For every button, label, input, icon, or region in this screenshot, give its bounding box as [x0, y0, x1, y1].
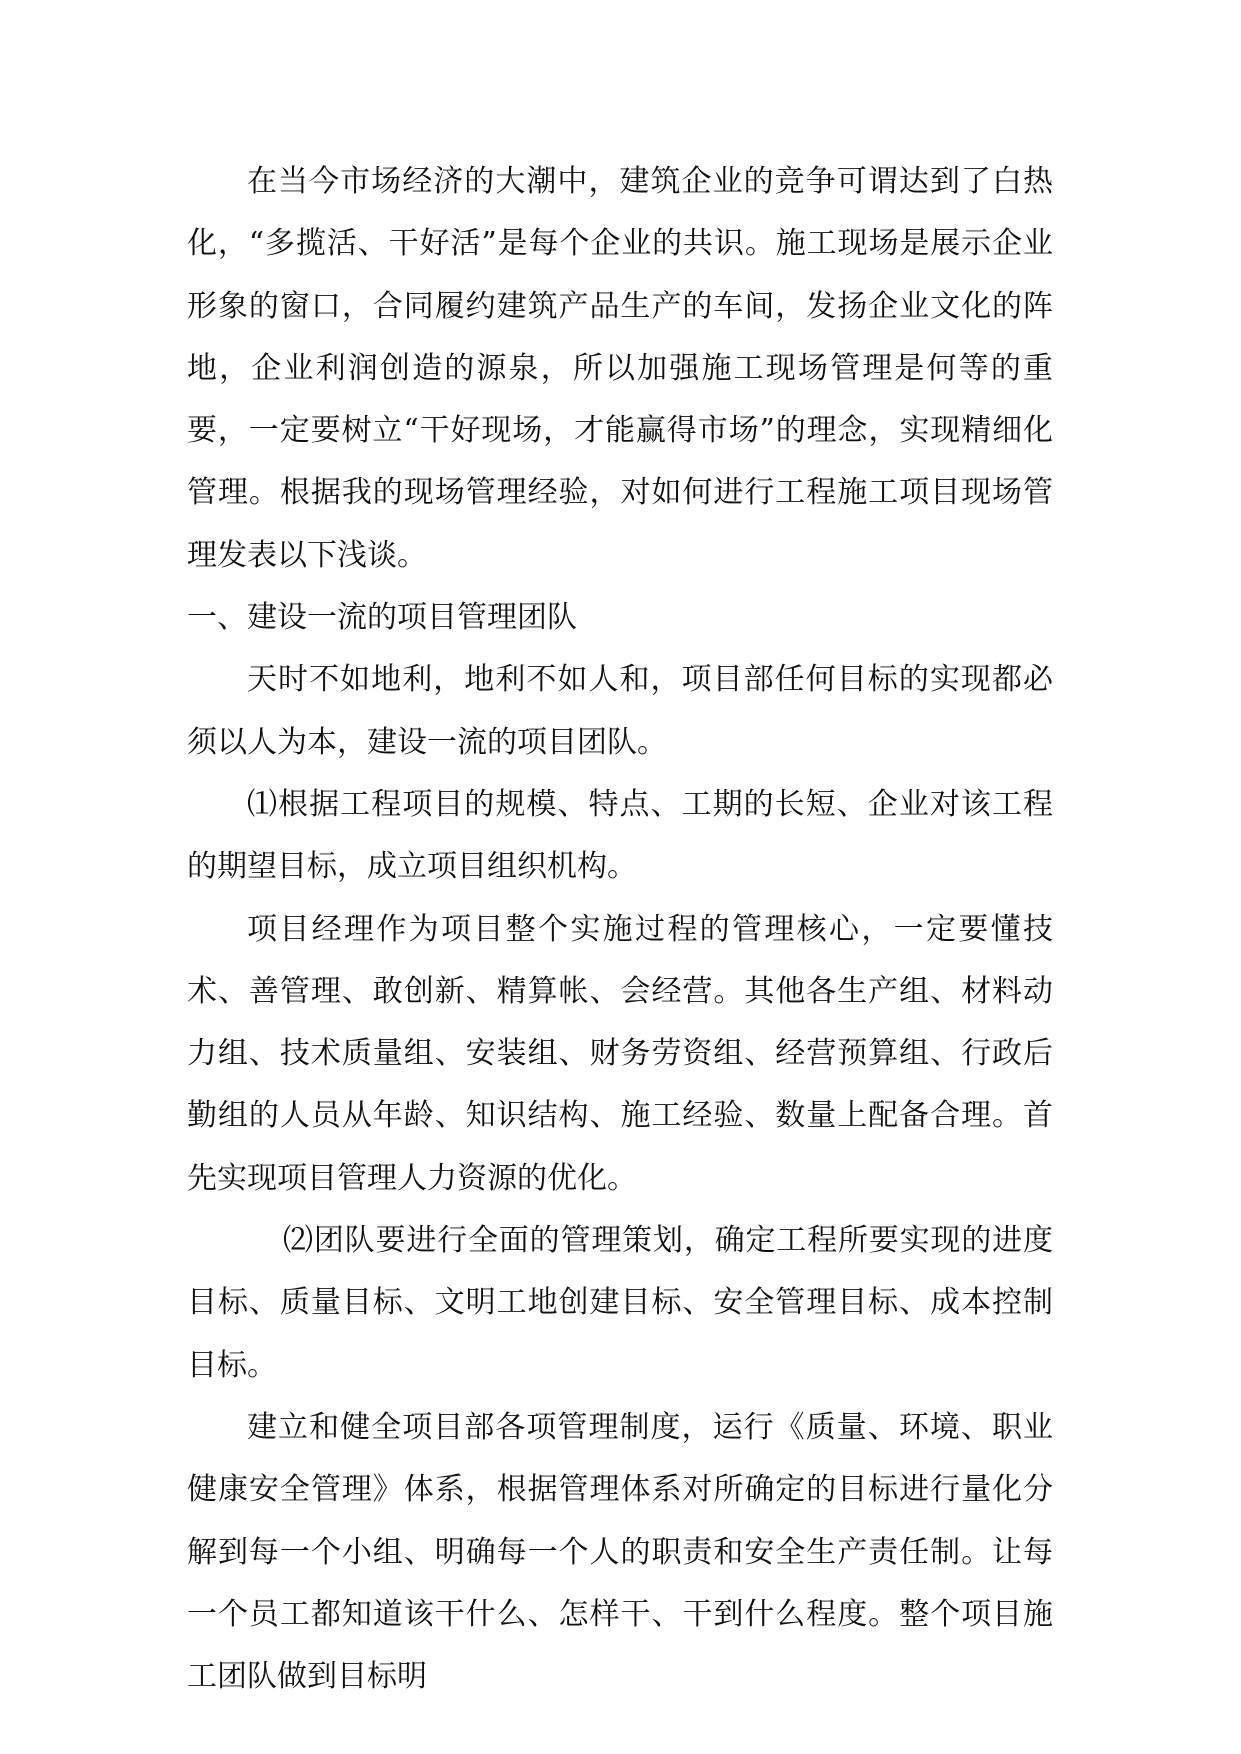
document-body [187, 151, 1053, 1708]
manager-paragraph: 项目经理作为项目整个实施过程的管理核心，一定要懂技术、善管理、敢创新、精算帐、会经营。其他各生产组、材料动力组、技术质量组、安装组、财务劳资组、经营预算组、行政后勤组的人员从年龄、知识结构、施工经验、数量上配备合理。首先实现项目管理人力资源的优化。 [187, 911, 1053, 1196]
intro-paragraph: 在当今市场经济的大潮中，建筑企业的竞争可谓达到了白热化，“多揽活、干好活”是每个企业的共识。施工现场是展示企业形象的窗口，合同履约建筑产品生产的车间，发扬企业文化的阵地，企业利润创造的源泉，所以加强施工现场管理是何等的重要，一定要树立“干好现场，才能赢得市场”的理念，实现精细化管理。根据我的现场管理经验，对如何进行工程施工项目现场管理发表以下浅谈。 [187, 164, 1053, 573]
item-2-paragraph: ⑵团队要进行全面的管理策划，确定工程所要实现的进度目标、质量目标、文明工地创建目标、安全管理目标、成本控制目标。 [187, 1223, 1053, 1383]
team-paragraph: 天时不如地利，地利不如人和，项目部任何目标的实现都必须以人为本，建设一流的项目团队。 [187, 662, 1053, 760]
item-1-paragraph: ⑴根据工程项目的规模、特点、工期的长短、企业对该工程的期望目标，成立项目组织机构。 [187, 786, 1053, 885]
section-heading: 一、建设一流的项目管理团队 [187, 600, 577, 636]
system-paragraph: 建立和健全项目部各项管理制度，运行《质量、环境、职业健康安全管理》体系，根据管理体系对所确定的目标进行量化分解到每一个小组、明确每一个人的职责和安全生产责任制。让每一个员工都知道该干什么、怎样干、干到什么程度。整个项目施工团队做到目标明 [187, 1409, 1053, 1695]
